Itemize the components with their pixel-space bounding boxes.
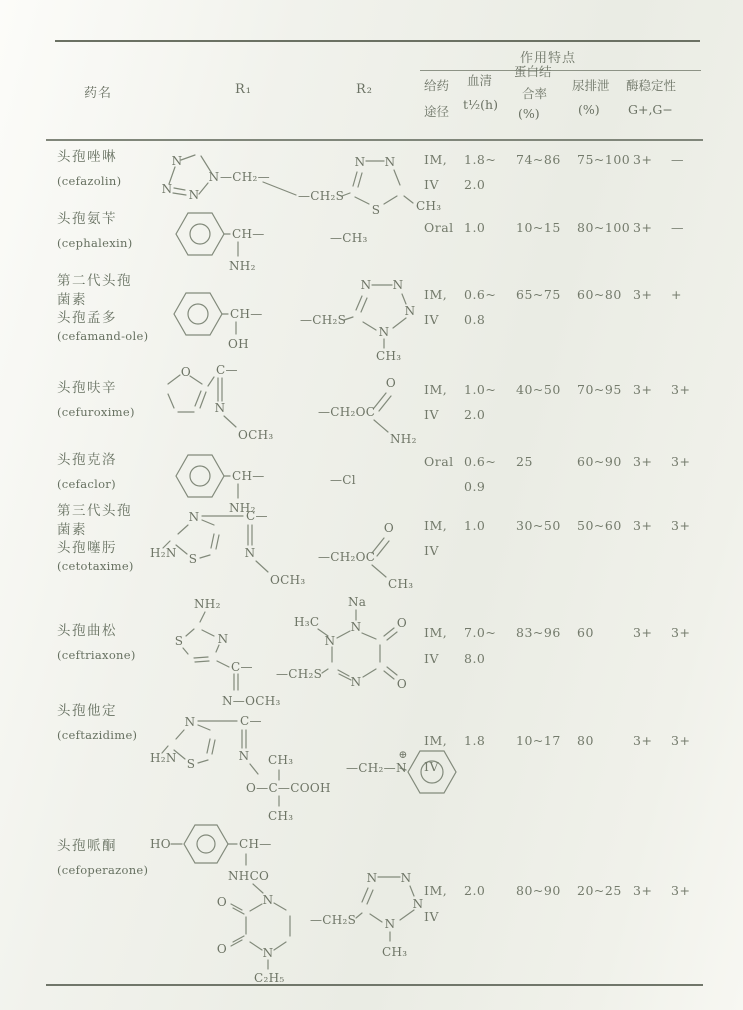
cell-gplus: 3+ bbox=[633, 287, 653, 302]
cell-route: IM, bbox=[424, 733, 448, 748]
cell-protein: 10~17 bbox=[516, 733, 561, 748]
column-header-urine-2: (%) bbox=[578, 102, 600, 117]
cell-gminus: — bbox=[671, 220, 684, 235]
cell-gminus: — bbox=[671, 152, 684, 167]
drug-name-cefaclor: 头孢克洛 (cefaclor) bbox=[57, 452, 117, 491]
cell-protein: 80~90 bbox=[516, 883, 561, 898]
structure-r1-r2-ceftazidime bbox=[150, 710, 465, 824]
column-header-protein-2: 合率 bbox=[522, 86, 548, 101]
atom-label: N bbox=[350, 675, 362, 689]
atom-label: CH₃ bbox=[268, 809, 294, 823]
cell-thalf: 0.6~ bbox=[464, 454, 497, 469]
atom-label: —CH₂OC bbox=[318, 550, 376, 564]
atom-label: N bbox=[188, 510, 200, 524]
atom-label: S bbox=[174, 634, 184, 648]
atom-label: N bbox=[262, 893, 274, 907]
cell-thalf: 2.0 bbox=[464, 883, 486, 898]
bonds bbox=[176, 213, 238, 256]
atom-label: OCH₃ bbox=[270, 573, 306, 587]
atom-label: H₂N bbox=[150, 751, 177, 765]
cell-urine: 20~25 bbox=[577, 883, 622, 898]
atom-label: C— bbox=[231, 660, 253, 674]
cell-thalf: 1.0 bbox=[464, 220, 486, 235]
bonds bbox=[168, 375, 391, 432]
atom-label: CH— bbox=[239, 837, 272, 851]
drug-name-ceftriaxone: 头孢曲松 (ceftriaxone) bbox=[57, 623, 136, 662]
structure-r1-r2-cefotaxime bbox=[150, 503, 440, 605]
column-header-serum-2: t½(h) bbox=[463, 97, 498, 112]
header-bottom-rule bbox=[46, 139, 703, 141]
cell-route: IM, bbox=[424, 518, 448, 533]
cell-urine: 80~100 bbox=[577, 220, 631, 235]
cell-route: IM, bbox=[424, 382, 448, 397]
atom-label: H₃C bbox=[294, 615, 320, 629]
cell-route: IM, bbox=[424, 152, 448, 167]
bonds bbox=[163, 516, 389, 577]
atom-label: N bbox=[400, 871, 412, 885]
table-bottom-rule bbox=[46, 984, 703, 986]
atom-label: S bbox=[188, 552, 198, 566]
column-header-drug: 药名 bbox=[84, 86, 113, 101]
column-header-r2: R₂ bbox=[356, 82, 373, 97]
structure-r1-r2-cefamandole bbox=[150, 256, 440, 364]
bonds bbox=[174, 285, 406, 348]
cell-route: IV bbox=[424, 651, 439, 666]
cell-gminus: 3+ bbox=[671, 382, 691, 397]
cell-thalf: 0.9 bbox=[464, 479, 486, 494]
atom-label: N bbox=[244, 546, 256, 560]
cell-gminus: 3+ bbox=[671, 518, 691, 533]
cell-gplus: 3+ bbox=[633, 382, 653, 397]
column-header-action-group: 作用特点 bbox=[520, 51, 577, 66]
atom-label: C— bbox=[240, 714, 262, 728]
atom-label: N bbox=[392, 278, 404, 292]
column-header-enzyme-1: 酶稳定性 bbox=[626, 78, 677, 93]
atom-label: —CH₂S bbox=[300, 313, 347, 327]
atom-label: HO bbox=[150, 837, 171, 851]
atom-label: —CH₂—N bbox=[346, 761, 407, 775]
column-header-protein-3: (%) bbox=[518, 106, 540, 121]
cell-route: IV bbox=[424, 312, 439, 327]
atom-label: CH₃ bbox=[416, 199, 442, 213]
cell-gplus: 3+ bbox=[633, 454, 653, 469]
cell-urine: 80 bbox=[577, 733, 594, 748]
cell-route: IV bbox=[424, 759, 439, 774]
drug-name-cefazolin: 头孢唑啉 (cefazolin) bbox=[57, 149, 122, 188]
cell-gminus: 3+ bbox=[671, 883, 691, 898]
cell-thalf: 7.0~ bbox=[464, 625, 497, 640]
cell-urine: 60 bbox=[577, 625, 594, 640]
bonds bbox=[171, 825, 414, 969]
atom-label: N bbox=[188, 188, 200, 202]
cell-gplus: 3+ bbox=[633, 625, 653, 640]
atom-label: CH₃ bbox=[388, 577, 414, 591]
atom-label: N bbox=[378, 325, 390, 339]
column-header-route-1: 给药 bbox=[424, 78, 450, 93]
drug-name-cefamandole: 第二代头孢 菌素 头孢孟多 (cefamand-ole) bbox=[57, 273, 149, 343]
atom-label: N bbox=[354, 155, 366, 169]
cell-route: Oral bbox=[424, 454, 454, 469]
cell-gplus: 3+ bbox=[633, 152, 653, 167]
column-header-protein-1: 蛋白结 bbox=[514, 64, 552, 79]
cell-thalf: 2.0 bbox=[464, 177, 486, 192]
column-header-enzyme-2: G+,G− bbox=[628, 102, 673, 117]
cell-route: IV bbox=[424, 177, 439, 192]
cell-urine: 60~80 bbox=[577, 287, 622, 302]
cell-protein: 30~50 bbox=[516, 518, 561, 533]
atom-label: N bbox=[366, 871, 378, 885]
column-header-route-2: 途径 bbox=[424, 104, 450, 119]
structure-r1-r2-ceftriaxone bbox=[150, 596, 460, 716]
cell-thalf: 1.8 bbox=[464, 733, 486, 748]
cell-thalf: 1.8~ bbox=[464, 152, 497, 167]
atom-label: CH— bbox=[232, 469, 265, 483]
cell-urine: 75~100 bbox=[577, 152, 631, 167]
cell-gplus: 3+ bbox=[633, 883, 653, 898]
cell-thalf: 0.6~ bbox=[464, 287, 497, 302]
column-header-urine-1: 尿排泄 bbox=[572, 78, 610, 93]
atom-label: O bbox=[385, 376, 397, 390]
cell-route: IV bbox=[424, 909, 439, 924]
atom-label: S bbox=[371, 203, 381, 217]
atom-label: NHCO bbox=[228, 869, 270, 883]
atom-label: O bbox=[216, 895, 228, 909]
atom-label: N bbox=[404, 304, 416, 318]
bonds bbox=[169, 155, 413, 204]
atom-label: N bbox=[262, 946, 274, 960]
table-top-rule bbox=[55, 40, 700, 42]
cell-gminus: 3+ bbox=[671, 625, 691, 640]
cell-thalf: 8.0 bbox=[464, 651, 486, 666]
atom-label: O bbox=[383, 521, 395, 535]
atom-label: CH— bbox=[232, 227, 265, 241]
plus-charge-symbol: ⊕ bbox=[398, 749, 408, 761]
atom-label: Na bbox=[348, 595, 367, 609]
cell-gplus: 3+ bbox=[633, 733, 653, 748]
action-group-rule bbox=[420, 70, 701, 71]
atom-label: N bbox=[171, 154, 183, 168]
atom-label: OH bbox=[228, 337, 249, 351]
atom-label: —CH₂S bbox=[276, 667, 323, 681]
atom-label: NH₂ bbox=[229, 259, 256, 273]
atom-label: NH₂ bbox=[390, 432, 417, 446]
cell-protein: 74~86 bbox=[516, 152, 561, 167]
atom-label: —CH₃ bbox=[330, 231, 368, 245]
bonds bbox=[176, 455, 238, 498]
atom-label: O bbox=[180, 365, 192, 379]
drug-name-cefotaxime: 第三代头孢 菌素 头孢噻肟 (cetotaxime) bbox=[57, 503, 134, 573]
atom-label: —CH₂S bbox=[298, 189, 345, 203]
cell-thalf: 1.0 bbox=[464, 518, 486, 533]
cell-gplus: 3+ bbox=[633, 220, 653, 235]
drug-name-cefuroxime: 头孢呋辛 (cefuroxime) bbox=[57, 380, 135, 419]
cell-thalf: 2.0 bbox=[464, 407, 486, 422]
atom-label: N bbox=[384, 917, 396, 931]
atom-label: NH₂ bbox=[229, 501, 256, 515]
structure-r1-r2-cefoperazone bbox=[150, 812, 460, 984]
cell-protein: 25 bbox=[516, 454, 533, 469]
atom-label: N bbox=[208, 170, 220, 184]
atom-label: —CH₂— bbox=[220, 170, 270, 184]
cell-protein: 65~75 bbox=[516, 287, 561, 302]
atom-label: C₂H₅ bbox=[254, 971, 285, 985]
cell-gminus: + bbox=[671, 287, 682, 302]
atom-label: CH— bbox=[230, 307, 263, 321]
cell-gminus: 3+ bbox=[671, 733, 691, 748]
atom-label: O—C—COOH bbox=[246, 781, 331, 795]
atom-label: OCH₃ bbox=[238, 428, 274, 442]
atom-label: N bbox=[360, 278, 372, 292]
atom-label: CH₃ bbox=[376, 349, 402, 363]
atom-label: N bbox=[412, 897, 424, 911]
cell-route: IM, bbox=[424, 287, 448, 302]
cell-urine: 70~95 bbox=[577, 382, 622, 397]
atom-label: O bbox=[396, 616, 408, 630]
atom-label: N bbox=[184, 715, 196, 729]
atom-label: N bbox=[214, 401, 226, 415]
atom-label: N—OCH₃ bbox=[222, 694, 281, 708]
cell-protein: 40~50 bbox=[516, 382, 561, 397]
cell-route: Oral bbox=[424, 220, 454, 235]
cell-route: IV bbox=[424, 543, 439, 558]
drug-name-cefoperazone: 头孢哌酮 (cefoperazone) bbox=[57, 838, 149, 877]
cell-protein: 10~15 bbox=[516, 220, 561, 235]
atom-label: N bbox=[217, 632, 229, 646]
atom-label: O bbox=[396, 677, 408, 691]
cell-urine: 60~90 bbox=[577, 454, 622, 469]
cell-thalf: 1.0~ bbox=[464, 382, 497, 397]
atom-label: N bbox=[350, 620, 362, 634]
atom-label: N bbox=[324, 634, 336, 648]
atom-label: CH₃ bbox=[268, 753, 294, 767]
atom-label: —CH₂S bbox=[310, 913, 357, 927]
atom-label: N bbox=[161, 182, 173, 196]
cell-gplus: 3+ bbox=[633, 518, 653, 533]
cell-protein: 83~96 bbox=[516, 625, 561, 640]
atom-label: CH₃ bbox=[382, 945, 408, 959]
atom-label: —Cl bbox=[330, 473, 356, 487]
atom-label: H₂N bbox=[150, 546, 177, 560]
atom-label: N bbox=[384, 155, 396, 169]
cell-route: IV bbox=[424, 407, 439, 422]
drug-name-cephalexin: 头孢氨苄 (cephalexin) bbox=[57, 211, 133, 250]
atom-label: NH₂ bbox=[194, 597, 221, 611]
atom-label: C— bbox=[246, 509, 268, 523]
atom-label: —CH₂OC bbox=[318, 405, 376, 419]
atom-label: C— bbox=[216, 363, 238, 377]
atom-label: O bbox=[216, 942, 228, 956]
drug-name-ceftazidime: 头孢他定 (ceftazidime) bbox=[57, 703, 138, 742]
cell-urine: 50~60 bbox=[577, 518, 622, 533]
atom-label: N bbox=[238, 749, 250, 763]
cell-route: IM, bbox=[424, 883, 448, 898]
cell-thalf: 0.8 bbox=[464, 312, 486, 327]
column-header-serum-1: 血清 bbox=[467, 73, 493, 88]
cell-route: IM, bbox=[424, 625, 448, 640]
column-header-r1: R₁ bbox=[235, 82, 252, 97]
atom-label: S bbox=[186, 757, 196, 771]
cell-gminus: 3+ bbox=[671, 454, 691, 469]
